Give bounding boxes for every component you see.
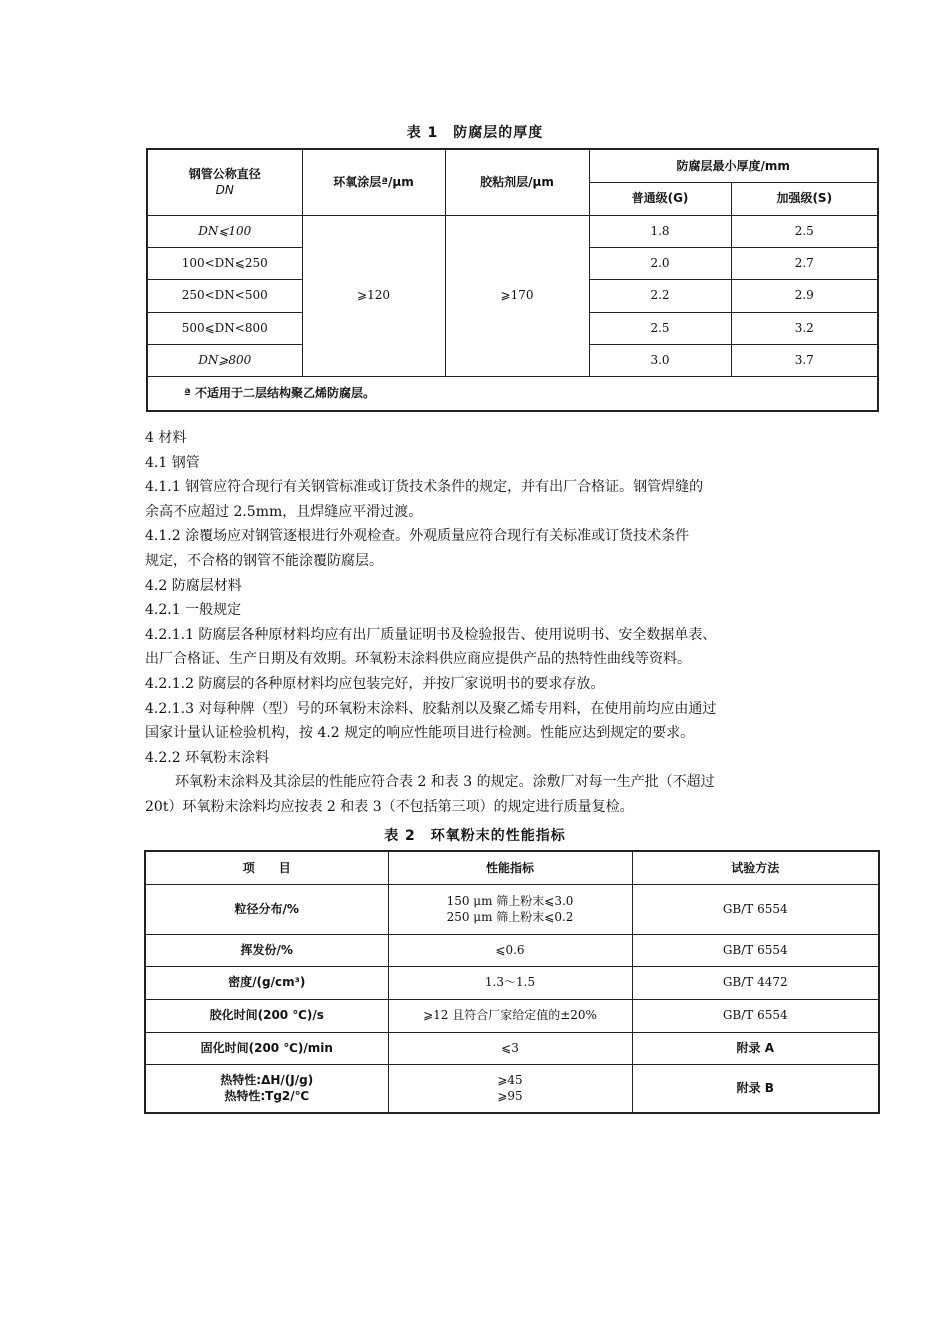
section-heading: 4.2.2 环氧粉末涂料 [145, 749, 270, 766]
header-indicator: 性能指标 [388, 851, 632, 884]
method-cell: GB/T 6554 [632, 884, 879, 934]
method-cell: 附录 A [632, 1032, 879, 1064]
table-row [147, 215, 878, 247]
paragraph-line: 国家计量认证检验机构，按 4.2 规定的响应性能项目进行检测。性能应达到规定的要求。 [145, 725, 695, 742]
table-row [145, 1064, 879, 1113]
item-cell: 热特性:ΔH/(J/g) 热特性:Tg2/℃ [145, 1064, 388, 1113]
paragraph-line: 4.2.1.2 防腐层的各种原材料均应包装完好，并按厂家说明书的要求存放。 [145, 675, 605, 692]
table-row [145, 1032, 879, 1064]
paragraph-line: 环氧粉末涂料及其涂层的性能应符合表 2 和表 3 的规定。涂敷厂对每一生产批（不超过 [175, 774, 715, 791]
paragraph-line: 4.2.1.1 防腐层各种原材料均应有出厂质量证明书及检验报告、使用说明书、安全数据单表、 [145, 626, 717, 643]
indicator-cell: ⩽3 [388, 1032, 632, 1064]
section-heading: 4.2.1 一般规定 [145, 602, 242, 619]
item-cell: 挥发份/% [145, 934, 388, 966]
section-heading: 4.1 钢管 [145, 454, 200, 471]
header-normal-grade: 普通级(G) [589, 182, 731, 215]
header-item: 项 目 [145, 851, 388, 884]
epoxy-value: ⩾120 [302, 215, 445, 376]
indicator-cell: 150 μm 筛上粉末⩽3.0 250 μm 筛上粉末⩽0.2 [388, 884, 632, 934]
method-cell: GB/T 6554 [632, 934, 879, 966]
section-heading: 4 材料 [145, 430, 187, 446]
header-adhesive: 胶粘剂层/μm [445, 149, 589, 215]
body-text [145, 426, 825, 820]
normal-cell: 2.2 [589, 279, 731, 312]
paragraph-line: 4.1.2 涂覆场应对钢管逐根进行外观检查。外观质量应符合现行有关标准或订货技术条件 [145, 528, 690, 545]
reinforced-cell: 3.7 [731, 344, 878, 376]
reinforced-cell: 2.5 [731, 215, 878, 247]
reinforced-cell: 2.7 [731, 247, 878, 279]
dn-cell: 500⩽DN<800 [147, 312, 302, 344]
header-method: 试验方法 [632, 851, 879, 884]
method-cell: 附录 B [632, 1064, 879, 1113]
header-dn: 钢管公称直径 DN [147, 149, 302, 215]
paragraph-line: 4.2.1.3 对每种牌（型）号的环氧粉末涂料、胶黏剂以及聚乙烯专用料，在使用前均应由通过 [145, 700, 717, 717]
header-min-thickness: 防腐层最小厚度/mm [589, 149, 878, 182]
normal-cell: 2.0 [589, 247, 731, 279]
table1-caption: 表 1 防腐层的厚度 [406, 125, 544, 141]
normal-cell: 3.0 [589, 344, 731, 376]
table-footnote: ª 不适用于二层结构聚乙烯防腐层。 [147, 376, 878, 411]
normal-cell: 1.8 [589, 215, 731, 247]
adhesive-value: ⩾170 [445, 215, 589, 376]
table-row [145, 999, 879, 1032]
item-cell: 固化时间(200 ℃)/min [145, 1032, 388, 1064]
reinforced-cell: 2.9 [731, 279, 878, 312]
paragraph-line: 4.1.1 钢管应符合现行有关钢管标准或订货技术条件的规定，并有出厂合格证。钢管焊缝的 [145, 479, 704, 496]
header-epoxy: 环氧涂层ª/μm [302, 149, 445, 215]
indicator-cell: 1.3～1.5 [388, 966, 632, 999]
item-cell: 密度/(g/cm³) [145, 966, 388, 999]
indicator-cell: ⩾12 且符合厂家给定值的±20% [388, 999, 632, 1032]
item-cell: 粒径分布/% [145, 884, 388, 934]
method-cell: GB/T 4472 [632, 966, 879, 999]
dn-cell: 100<DN⩽250 [147, 247, 302, 279]
thickness-table [146, 148, 879, 412]
table-row [145, 884, 879, 934]
header-reinforced-grade: 加强级(S) [731, 182, 878, 215]
normal-cell: 2.5 [589, 312, 731, 344]
reinforced-cell: 3.2 [731, 312, 878, 344]
dn-cell: DN⩾800 [147, 344, 302, 376]
item-cell: 胶化时间(200 ℃)/s [145, 999, 388, 1032]
paragraph-line: 出厂合格证、生产日期及有效期。环氧粉末涂料供应商应提供产品的热特性曲线等资料。 [145, 651, 691, 668]
method-cell: GB/T 6554 [632, 999, 879, 1032]
dn-cell: 250<DN<500 [147, 279, 302, 312]
paragraph-line: 20t）环氧粉末涂料均应按表 2 和表 3（不包括第三项）的规定进行质量复检。 [145, 798, 634, 815]
table-row [145, 966, 879, 999]
paragraph-line: 余高不应超过 2.5mm，且焊缝应平滑过渡。 [145, 503, 423, 520]
epoxy-performance-table [144, 850, 880, 1114]
table2-caption: 表 2 环氧粉末的性能指标 [384, 828, 566, 844]
table-row [145, 934, 879, 966]
paragraph-line: 规定，不合格的钢管不能涂覆防腐层。 [145, 552, 383, 569]
section-heading: 4.2 防腐层材料 [145, 577, 242, 594]
indicator-cell: ⩾45 ⩾95 [388, 1064, 632, 1113]
indicator-cell: ⩽0.6 [388, 934, 632, 966]
dn-cell: DN⩽100 [147, 215, 302, 247]
